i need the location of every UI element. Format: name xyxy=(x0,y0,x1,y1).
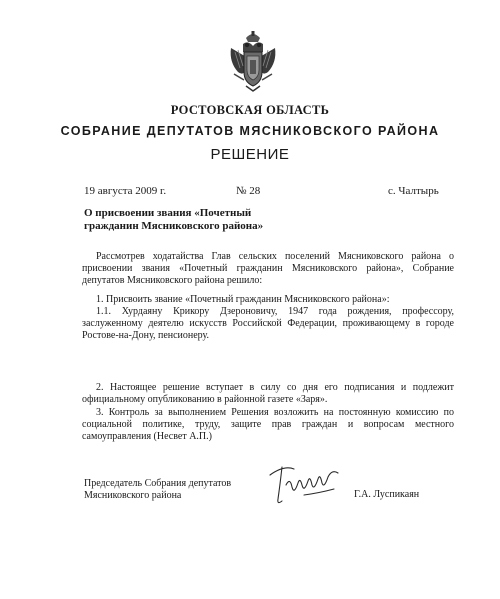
assembly-title: СОБРАНИЕ ДЕПУТАТОВ МЯСНИКОВСКОГО РАЙОНА xyxy=(60,124,440,138)
document-number: № 28 xyxy=(236,185,261,197)
position-line: Председатель Собрания депутатов xyxy=(84,478,232,489)
document-place: с. Чалтырь xyxy=(388,185,439,197)
item-3: 3. Контроль за выполнением Решения возложить на постоянную комиссию по социальной политике, труду, защите прав граждан и вопросам местного самоуправления (Несвет А.П.) xyxy=(82,407,454,442)
coat-of-arms-icon xyxy=(228,30,278,92)
subject-line: О присвоении звания «Почетный xyxy=(84,207,252,219)
document-date: 19 августа 2009 г. xyxy=(84,185,167,197)
position-line: Мясниковского района xyxy=(84,490,182,501)
intro-paragraph: Рассмотрев ходатайства Глав сельских поселений Мясниковского района о присвоении звания «Почетный гражданин Мясниковского района», Собрание депутатов Мясниковского района решило: xyxy=(82,251,454,286)
subject-line: гражданин Мясниковского района» xyxy=(84,220,264,232)
item-2: 2. Настоящее решение вступает в силу со дня его подписания и подлежит официальному опубликованию в районной газете «Заря». xyxy=(82,382,454,405)
handwritten-signature-icon xyxy=(264,455,342,507)
item-1: 1. Присвоить звание «Почетный гражданин Мясниковского района»: xyxy=(96,294,390,305)
document-type: РЕШЕНИЕ xyxy=(210,146,290,163)
document-subject xyxy=(84,207,304,233)
item-1-1: 1.1. Хурдаяну Крикору Дзероновичу, 1947 года рождения, профессору, заслуженному деятелю искусств Российской Федерации, проживающему в городе Ростове-на-Дону, пенсионеру. xyxy=(82,306,454,341)
signatory-name: Г.А. Луспикаян xyxy=(354,489,420,500)
signatory-position xyxy=(84,478,231,502)
region-title: РОСТОВСКАЯ ОБЛАСТЬ xyxy=(170,103,330,117)
